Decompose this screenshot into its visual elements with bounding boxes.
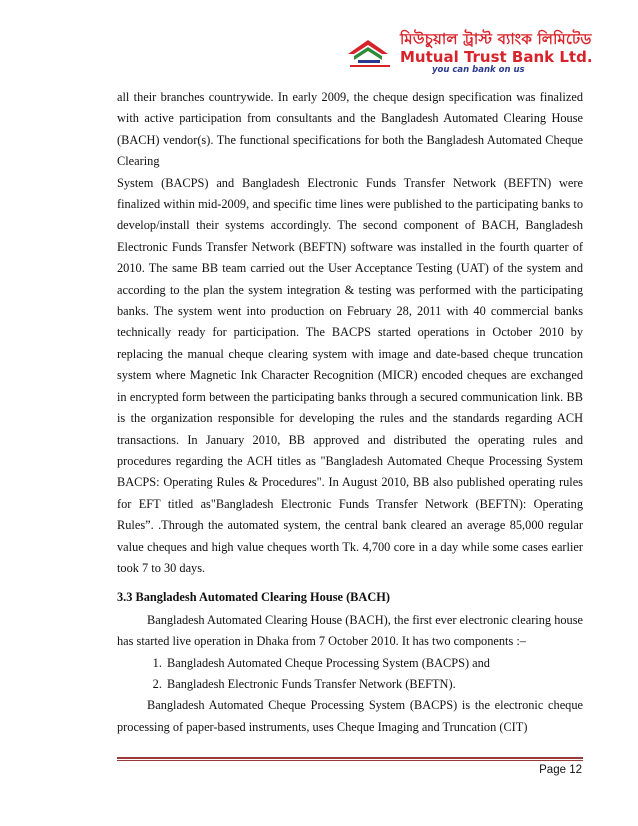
logo-bangla-text: মিউচুয়াল ট্রাস্ট ব্যাংক লিমিটেড	[400, 30, 592, 48]
bank-logo-mark-icon	[346, 36, 394, 72]
bank-logo	[346, 26, 606, 82]
footer-divider-thin	[117, 760, 583, 761]
paragraph-bacps: Bangladesh Automated Cheque Processing System (BACPS) is the electronic cheque processing of paper-based instruments, uses Cheque Imaging and Truncation (CIT)	[117, 698, 583, 734]
paragraph-bach-history: all their branches countrywide. In early 2009, the cheque design specification was finalized with active participation from consultants and the Bangladesh Automated Clearing House (BACH) vendor(s). The functional specifications for both the Bangladesh Automated Cheque Clearing	[117, 90, 583, 169]
page-number: Page 12	[539, 764, 582, 776]
page-content	[117, 87, 583, 738]
paragraph-bach-intro: Bangladesh Automated Clearing House (BACH), the first ever electronic clearing house has started live operation in Dhaka from 7 October 2010. It has two components :–	[117, 612, 583, 649]
logo-tagline: you can bank on us	[432, 65, 525, 75]
paragraph-bacps-beftn: System (BACPS) and Bangladesh Electronic Funds Transfer Network (BEFTN) were finalized within mid-2009, and specific time lines were published to the participating banks to develop/install their systems accordingly. The second component of BACH, Bangladesh Electronic Funds Transfer Network (BEFTN) software was installed in the fourth quarter of 2010. The same BB team carried out the User Acceptance Testing (UAT) of the system and according to the plan the system integration & testing was performed with the participating banks. The system went into production on February 28, 2011 with 40 commercial banks technically ready for participation. The BACPS started operations in October 2010 by replacing the manual cheque clearing system with image and date-based cheque truncation system where Magnetic Ink Character Recognition (MICR) encoded cheques are exchanged in encrypted form between the participating banks through a secured communication link. BB is the organization responsible for developing the rules and the standards regarding ACH transactions. In January 2010, BB approved and distributed the operating rules and procedures regarding the ACH titles as "Bangladesh Automated Cheque Processing System BACPS: Operating Rules & Procedures". In August 2010, BB also published operating rules for EFT titled as"Bangladesh Electronic Funds Transfer Network (BEFTN): Operating Rules”. .Through the automated system, the central bank cleared an average 85,000 regular value cheques and high value cheques worth Tk. 4,700 core in a day while some cases earlier took 7 to 30 days.	[117, 175, 583, 575]
logo-english-text: Mutual Trust Bank Ltd.	[400, 48, 593, 66]
footer-divider	[117, 757, 583, 759]
list-item: 2. Bangladesh Electronic Funds Transfer Network (BEFTN).	[165, 674, 583, 695]
components-list	[117, 653, 583, 696]
section-heading: 3.3 Bangladesh Automated Clearing House (BACH)	[117, 590, 390, 605]
list-item: 1. Bangladesh Automated Cheque Processing System (BACPS) and	[165, 653, 583, 674]
